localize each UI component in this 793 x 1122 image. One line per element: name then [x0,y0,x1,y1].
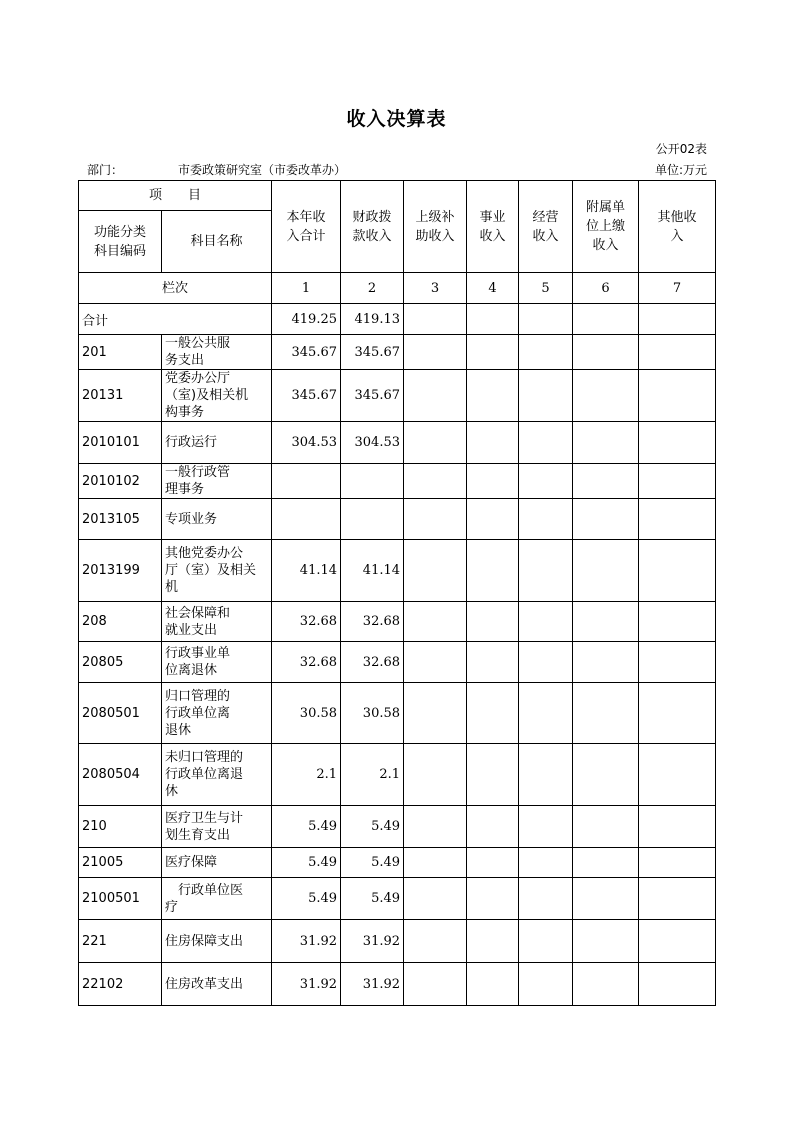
cell-value [519,806,573,848]
cell-value: 5.49 [272,848,341,878]
cell-value [467,683,519,744]
cell-value [639,370,716,422]
table-row [79,963,716,1006]
cell-value [467,370,519,422]
cell-value [573,920,639,963]
header-col-5: 经营 收入 [519,181,573,273]
cell-value: 32.68 [272,602,341,642]
cell-value [519,304,573,335]
cell-value [467,540,519,602]
cell-value [573,422,639,464]
cell-value: 5.49 [341,806,404,848]
row-name: 社会保障和 就业支出 [162,602,272,642]
col-number: 7 [639,273,716,304]
cell-value: 2.1 [272,744,341,806]
total-row [79,304,716,335]
row-code: 2013105 [79,499,162,540]
cell-value [573,806,639,848]
cell-value [519,744,573,806]
cell-value [573,602,639,642]
cell-value [519,335,573,370]
cell-value [573,642,639,683]
cell-value: 31.92 [272,963,341,1006]
department-value: 市委政策研究室（市委改革办） [178,163,347,177]
cell-value [467,806,519,848]
cell-value [467,878,519,920]
cell-value [467,920,519,963]
row-code: 2080504 [79,744,162,806]
cell-value [341,464,404,499]
cell-value [639,744,716,806]
cell-value [404,806,467,848]
header-col-2: 财政拨 款收入 [341,181,404,273]
cell-value [404,744,467,806]
cell-value [573,304,639,335]
header-col-7: 其他收 入 [639,181,716,273]
cell-value [467,422,519,464]
cell-value [467,335,519,370]
cell-value: 5.49 [341,878,404,920]
cell-value: 32.68 [272,642,341,683]
cell-value [467,464,519,499]
cell-value [404,642,467,683]
cell-value [467,499,519,540]
header-col-6: 附属单 位上缴 收入 [573,181,639,273]
cell-value: 5.49 [272,806,341,848]
cell-value [519,878,573,920]
col-number: 5 [519,273,573,304]
cell-value [639,806,716,848]
header-col-3: 上级补 助收入 [404,181,467,273]
cell-value: 30.58 [272,683,341,744]
cell-value [639,464,716,499]
table-row [79,806,716,848]
total-label: 合计 [79,304,272,335]
cell-value [573,683,639,744]
cell-value [404,540,467,602]
cell-value [639,422,716,464]
cell-value: 304.53 [341,422,404,464]
cell-value [573,963,639,1006]
cell-value [404,920,467,963]
cell-value: 41.14 [272,540,341,602]
col-number: 2 [341,273,404,304]
cell-value [573,464,639,499]
cell-value [272,464,341,499]
cell-value: 345.67 [272,335,341,370]
cell-value [639,920,716,963]
cell-value [404,335,467,370]
row-name: 行政事业单 位离退休 [162,642,272,683]
row-name: 行政单位医 疗 [162,878,272,920]
unit-label: 单位:万元 [654,163,707,177]
cell-value [404,848,467,878]
cell-value: 419.25 [272,304,341,335]
row-code: 2100501 [79,878,162,920]
cell-value [404,304,467,335]
table-row [79,499,716,540]
header-func-code: 功能分类 科目编码 [79,211,162,273]
cell-value [404,963,467,1006]
row-name: 住房改革支出 [162,963,272,1006]
cell-value [639,878,716,920]
cell-value [404,499,467,540]
cell-value [519,464,573,499]
row-name: 一般公共服 务支出 [162,335,272,370]
table-row [79,744,716,806]
header-col-4: 事业 收入 [467,181,519,273]
table-row [79,540,716,602]
table-row [79,370,716,422]
row-code: 2013199 [79,540,162,602]
cell-value: 5.49 [341,848,404,878]
cell-value [519,642,573,683]
cell-value [272,499,341,540]
income-table [78,180,716,1006]
cell-value: 31.92 [272,920,341,963]
cell-value: 30.58 [341,683,404,744]
row-code: 22102 [79,963,162,1006]
cell-value [639,304,716,335]
cell-value [519,683,573,744]
table-row [79,878,716,920]
row-code: 210 [79,806,162,848]
cell-value: 31.92 [341,963,404,1006]
table-row [79,335,716,370]
col-number: 6 [573,273,639,304]
row-name: 医疗保障 [162,848,272,878]
row-code: 20131 [79,370,162,422]
cell-value: 2.1 [341,744,404,806]
cell-value [519,848,573,878]
row-name: 医疗卫生与计 划生育支出 [162,806,272,848]
cell-value: 345.67 [341,370,404,422]
cell-value [404,464,467,499]
cell-value [573,848,639,878]
col-number: 4 [467,273,519,304]
cell-value [573,499,639,540]
row-code: 2010102 [79,464,162,499]
cell-value [467,848,519,878]
cell-value: 32.68 [341,602,404,642]
row-name: 党委办公厅 （室)及相关机 构事务 [162,370,272,422]
cell-value [639,848,716,878]
cell-value [573,335,639,370]
cell-value: 345.67 [272,370,341,422]
cell-value [467,744,519,806]
cell-value [639,963,716,1006]
row-code: 201 [79,335,162,370]
cell-value [519,499,573,540]
table-row [79,642,716,683]
cell-value [639,642,716,683]
row-code: 20805 [79,642,162,683]
row-name: 行政运行 [162,422,272,464]
cell-value [639,499,716,540]
cell-value [404,878,467,920]
row-name: 一般行政管 理事务 [162,464,272,499]
cell-value: 41.14 [341,540,404,602]
table-row [79,464,716,499]
cell-value [519,920,573,963]
cell-value [404,602,467,642]
cell-value [573,878,639,920]
header-lanci: 栏次 [79,273,272,304]
cell-value [467,963,519,1006]
row-code: 221 [79,920,162,963]
header-item: 项 目 [79,181,272,211]
row-name: 未归口管理的 行政单位离退 休 [162,744,272,806]
page-title: 收入决算表 [346,108,447,130]
cell-value [573,744,639,806]
table-row [79,848,716,878]
cell-value [573,540,639,602]
cell-value: 304.53 [272,422,341,464]
cell-value [639,540,716,602]
cell-value [519,370,573,422]
row-code: 21005 [79,848,162,878]
cell-value [519,963,573,1006]
cell-value [467,642,519,683]
cell-value [404,422,467,464]
department-label: 部门： [87,163,124,177]
row-name: 其他党委办公 厅（室）及相关 机 [162,540,272,602]
cell-value: 31.92 [341,920,404,963]
col-number: 3 [404,273,467,304]
cell-value [573,370,639,422]
cell-value [404,370,467,422]
table-row [79,422,716,464]
cell-value [519,602,573,642]
table-row [79,602,716,642]
header-subject-name: 科目名称 [162,211,272,273]
cell-value [341,499,404,540]
col-number: 1 [272,273,341,304]
cell-value: 5.49 [272,878,341,920]
row-name: 归口管理的 行政单位离 退休 [162,683,272,744]
cell-value [404,683,467,744]
cell-value [467,602,519,642]
cell-value [467,304,519,335]
cell-value: 32.68 [341,642,404,683]
cell-value [639,683,716,744]
cell-value [519,540,573,602]
form-number: 公开02表 [655,142,707,156]
row-name: 专项业务 [162,499,272,540]
row-code: 2010101 [79,422,162,464]
table-row [79,920,716,963]
cell-value: 345.67 [341,335,404,370]
table-row [79,683,716,744]
cell-value [519,422,573,464]
row-name: 住房保障支出 [162,920,272,963]
cell-value: 419.13 [341,304,404,335]
row-code: 2080501 [79,683,162,744]
row-code: 208 [79,602,162,642]
header-col-1: 本年收 入合计 [272,181,341,273]
cell-value [639,602,716,642]
cell-value [639,335,716,370]
